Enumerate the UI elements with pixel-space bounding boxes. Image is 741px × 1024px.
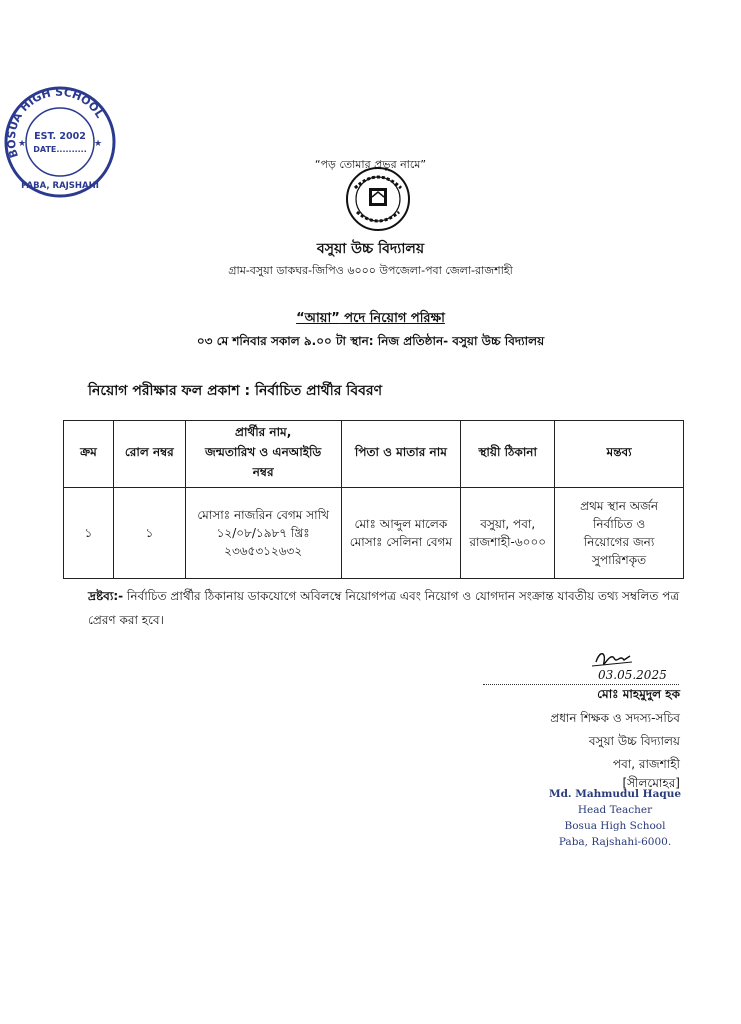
- candidate-nid: ২৩৬৫৩১২৬৩২: [224, 544, 303, 558]
- star-icon: ★: [18, 139, 27, 149]
- signatory-school: বসুয়া উচ্চ বিদ্যালয়: [588, 734, 680, 748]
- remarks-line1: প্রথম স্থান অর্জন: [580, 499, 659, 513]
- stamp-est: EST. 2002: [34, 131, 86, 142]
- header-candidate: [185, 421, 341, 488]
- signature-date: 03.05.2025: [598, 668, 667, 682]
- note: [88, 584, 688, 632]
- signatory-name: মোঃ মাহমুদুল হক: [597, 687, 680, 701]
- exam-info: ০৩ মে শনিবার সকাল ৯.০০ টা স্থান: নিজ প্রতিষ্ঠান- বসুয়া উচ্চ বিদ্যালয়: [196, 334, 545, 348]
- result-heading: নিয়োগ পরীক্ষার ফল প্রকাশ : নির্বাচিত প্রার্থীর বিবরণ: [88, 383, 383, 399]
- result-table: [63, 420, 684, 579]
- school-name: বসুয়া উচ্চ বিদ্যালয়: [316, 241, 425, 257]
- signatory-location: পবা, রাজশাহী: [612, 757, 680, 771]
- header-serial: ক্রম: [64, 421, 114, 488]
- header-roll: রোল নম্বর: [113, 421, 185, 488]
- cell-roll: ১: [113, 488, 185, 579]
- exam-post-name: “আয়া”: [296, 311, 340, 326]
- header-candidate-line1: প্রার্থীর নাম,: [234, 425, 292, 439]
- seal-address: Paba, Rajshahi-6000.: [558, 836, 672, 848]
- school-logo-icon: [345, 166, 411, 232]
- cell-candidate: [185, 488, 341, 579]
- star-icon: ★: [94, 139, 103, 149]
- remarks-line4: সুপারিশকৃত: [592, 553, 647, 567]
- cell-remarks: [555, 488, 684, 579]
- exam-title-rest: পদে নিয়োগ পরিক্ষা: [339, 311, 445, 326]
- school-address: গ্রাম-বসুয়া ডাকঘর-জিপিও ৬০০০ উপজেলা-পবা জেলা-রাজশাহী: [228, 264, 513, 277]
- header-remarks: মন্তব্য: [555, 421, 684, 488]
- seal-title: Head Teacher: [577, 804, 653, 816]
- seal-label: [সীলমোহর]: [622, 776, 680, 790]
- candidate-name: মোসাঃ নাজরিন বেগম সাখি: [197, 508, 329, 522]
- address-line2: রাজশাহী-৬০০০: [469, 535, 547, 549]
- table-row: [64, 488, 684, 579]
- father-name: মোঃ আব্দুল মালেক: [354, 517, 448, 531]
- stamp-ring-text: BOSUA HIGH SCHOOL: [4, 85, 107, 160]
- candidate-dob: ১২/০৮/১৯৮৭ খ্রিঃ: [216, 526, 310, 540]
- table-header-row: [64, 421, 684, 488]
- signatory-designation: প্রধান শিক্ষক ও সদস্য-সচিব: [550, 711, 680, 725]
- signature-line: [483, 674, 679, 685]
- header-parents: পিতা ও মাতার নাম: [341, 421, 461, 488]
- cell-serial: ১: [64, 488, 114, 579]
- remarks-line2: নির্বাচিত ও: [592, 517, 646, 531]
- header-candidate-line2: জন্মতারিখ ও এনআইডি: [205, 445, 322, 459]
- school-round-stamp: [2, 84, 118, 200]
- seal-school: Bosua High School: [564, 820, 666, 832]
- mother-name: মোসাঃ সেলিনা বেগম: [349, 535, 453, 549]
- stamp-date: DATE..........: [33, 145, 87, 154]
- header-candidate-line3: নম্বর: [252, 465, 274, 479]
- note-text: নির্বাচিত প্রার্থীর ঠিকানায় ডাকযোগে অবিলম্বে নিয়োগপত্র এবং নিয়োগ ও যোগদান সংক্রান্ত যাবতীয় তথ্য সম্বলিত পত্র প্রেরণ করা হবে।: [88, 589, 680, 627]
- exam-title: [0, 309, 741, 330]
- header-address: স্থায়ী ঠিকানা: [461, 421, 555, 488]
- cell-parents: [341, 488, 461, 579]
- address-line1: বসুয়া, পবা,: [480, 517, 536, 531]
- remarks-line3: নিয়োগের জন্য: [583, 535, 655, 549]
- cell-address: [461, 488, 555, 579]
- seal-name: Md. Mahmudul Haque: [548, 788, 682, 800]
- stamp-location: PABA, RAJSHAHI: [21, 181, 99, 191]
- note-label: দ্রষ্টব্য:-: [88, 589, 124, 603]
- motto: “পড় তোমার প্রভুর নামে”: [314, 158, 427, 171]
